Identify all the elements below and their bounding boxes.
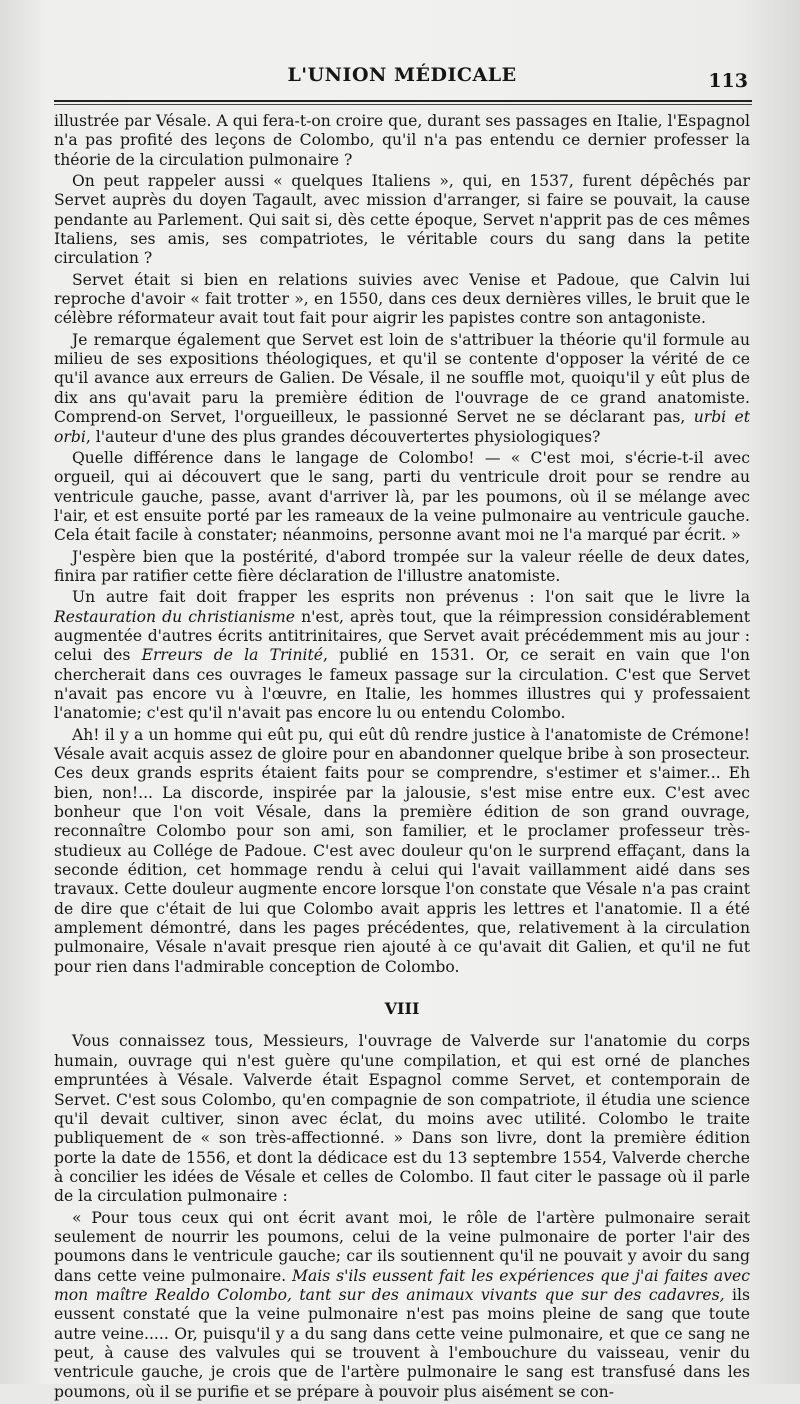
body-text [54, 112, 750, 1404]
header-rule-thin [54, 104, 752, 105]
paragraph: Vous connaissez tous, Messieurs, l'ouvrage de Valverde sur l'anatomie du corps humain, ouvrage qui n'est guère qu'une compilation, et qui est orné de planches empruntées à Vésale. Valverde était Espagnol comme Servet, et contemporain de Servet. C'est sous Colombo, qu'en compagnie de son compatriote, il étudia une science qu'il devait cultiver, sinon avec éclat, du moins avec utilité. Colombo le traite publiquement de « son très-affectionné. » Dans son livre, dont la première édition porte la date de 1556, et dont la dédicace est du 13 septembre 1554, Valverde cherche à concilier les idées de Vésale et celles de Colombo. Il faut citer le passage où il parle de la circulation pulmonaire : [54, 1032, 750, 1206]
quoted-paragraph: « Pour tous ceux qui ont écrit avant moi, le rôle de l'artère pulmonaire serait seulement de nourrir les poumons, celui de la veine pulmonaire de porter l'air des poumons dans le ventricule gauche; car ils soutiennent qu'il ne pouvait y avoir du sang dans cette veine pulmonaire. Mais s'ils eussent fait les expériences que j'ai faites avec mon maître Realdo Colombo, tant sur des animaux vivants que sur des cadavres, ils eussent constaté que la veine pulmonaire n'est pas moins pleine de sang que toute autre veine..... Or, puisqu'il y a du sang dans cette veine pulmonaire, et que ce sang ne peut, à cause des valvules qui se trouvent à l'embouchure du vaisseau, venir du ventricule gauche, je crois que de l'artère pulmonaire le sang est transfusé dans les poumons, où il se purifie et se prépare à pouvoir plus aisément se con- [54, 1208, 750, 1401]
paragraph: Ah! il y a un homme qui eût pu, qui eût dû rendre justice à l'anatomiste de Crémone! Vésale avait acquis assez de gloire pour en abandonner quelque bribe à son prosecteur. Ces deux grands esprits étaient faits pour se comprendre, s'estimer et s'aimer... Eh bien, non!... La discorde, inspirée par la jalousie, s'est mise entre eux. C'est avec bonheur que l'on voit Vésale, dans la première édition de son grand ouvrage, reconnaître Colombo pour son ami, son familier, et le proclamer professeur très-studieux au Collége de Padoue. C'est avec douleur qu'on le surprend effaçant, dans la seconde édition, cet hommage rendu à celui qui l'avait vaillamment aidé dans ses travaux. Cette douleur augmente encore lorsque l'on constate que Vésale n'a pas craint de dire que c'était de lui que Colombo avait appris les lettres et l'anatomie. Il a été amplement démontré, dans les pages précédentes, que, relativement à la circulation pulmonaire, Vésale n'avait presque rien ajouté à ce qu'avait dit Galien, et qu'il ne fut pour rien dans l'admirable conception de Colombo. [54, 725, 750, 976]
paragraph: On peut rappeler aussi « quelques Italiens », qui, en 1537, furent dépêchés par Servet auprès du doyen Tagault, avec mission d'arranger, si faire se pouvait, la cause pendante au Parlement. Qui sait si, dès cette époque, Servet n'apprit pas de ces mêmes Italiens, ses amis, ses compatriotes, le véritable cours du sang dans la petite circulation ? [54, 172, 750, 268]
paragraph: illustrée par Vésale. A qui fera-t-on croire que, durant ses passages en Italie, l'Espagnol n'a pas profité des leçons de Colombo, qu'il n'a pas entendu ce dernier professer la théorie de la circulation pulmonaire ? [54, 112, 750, 169]
paragraph: Quelle différence dans le langage de Colombo! — « C'est moi, s'écrie-t-il avec orgueil, qui ai découvert que le sang, parti du ventricule droit pour se rendre au ventricule gauche, passe, avant d'arriver là, par les poumons, où il se mélange avec l'air, et est ensuite porté par les rameaux de la veine pulmonaire au ventricule gauche. Cela était facile à constater; néanmoins, personne avant moi ne l'a marqué par écrit. » [54, 448, 750, 545]
page-header [54, 62, 750, 98]
running-title: L'UNION MÉDICALE [287, 64, 517, 86]
paragraph: Je remarque également que Servet est loin de s'attribuer la théorie qu'il formule au milieu de ses expositions théologiques, et qu'il se contente d'opposer la vérité de ce qu'il avance aux erreurs de Galien. De Vésale, il ne souffle mot, quoiqu'il y eût plus de dix ans qu'avait paru la première édition de l'ouvrage de ce grand anatomiste. Comprend-on Servet, l'orgueilleux, le passionné Servet ne se déclarant pas, urbi et orbi, l'auteur d'une des plus grandes découvertertes physiologiques? [54, 330, 750, 446]
section-heading: VIII [384, 999, 420, 1019]
paragraph: Servet était si bien en relations suivies avec Venise et Padoue, que Calvin lui reproche d'avoir « fait trotter », en 1550, dans ces deux dernières villes, le bruit que le célèbre réformateur avait tout fait pour aigrir les papistes contre son antagoniste. [54, 270, 750, 328]
paragraph: Un autre fait doit frapper les esprits non prévenus : l'on sait que le livre la Restauration du christianisme n'est, après tout, que la réimpression considérablement augmentée d'autres écrits antitrinitaires, que Servet avait précédemment mis au jour : celui des Erreurs de la Trinité, publié en 1531. Or, ce serait en vain que l'on chercherait dans ces ouvrages le fameux passage sur la circulation. C'est que Servet n'avait pas encore vu à l'œuvre, en Italie, les hommes illustres qui y professaient l'anatomie; c'est qu'il n'avait pas encore lu ou entendu Colombo. [54, 588, 750, 723]
page-number: 113 [708, 70, 748, 92]
header-rule [54, 100, 752, 102]
paragraph: J'espère bien que la postérité, d'abord trompée sur la valeur réelle de deux dates, finira par ratifier cette fière déclaration de l'illustre anatomiste. [54, 547, 750, 585]
